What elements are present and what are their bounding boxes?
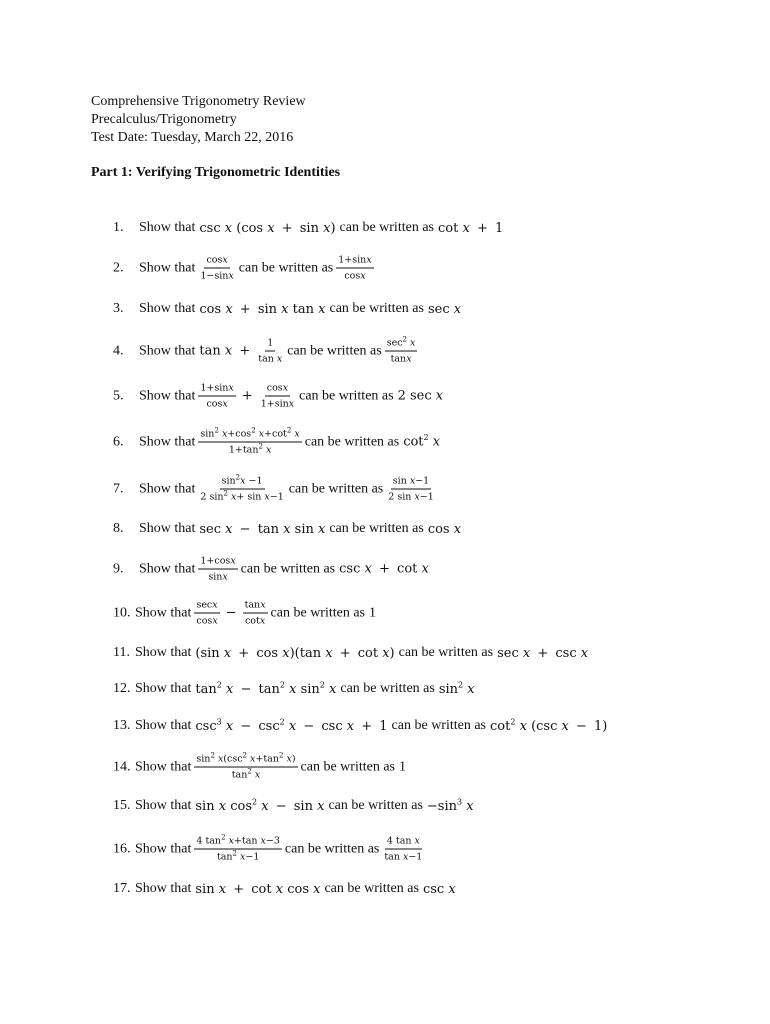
result: $\cot^2 x$ [403,433,441,450]
result: 1 [369,605,377,620]
expression: tan x + [199,343,251,359]
expression: sec x − tan x sin x [199,521,326,537]
expression: $\csc^3 x - \csc^2 x - \csc x + 1$ [195,717,388,734]
expression: $\sin^2 x(\csc^2$ $x+\tan^2$ x) $\tan^2 x$ [196,751,296,781]
expression: sin x $\cos^2 x - \sin x$ [195,797,325,814]
result: csc x + cot x [339,561,429,577]
expression: cos x + sin x tan x [199,301,326,317]
result: sec x [427,301,462,317]
result: $-\sin^3$ x [426,797,474,814]
result: csc x [422,881,456,897]
result: $\cot^2 x$ (csc x − 1) [490,717,608,734]
expression: 1+cosx sinx [200,555,236,583]
header-course-title: Comprehensive Trigonometry Review [91,94,306,109]
result: 1+sinx cosx [338,254,372,282]
expression: 1+sinx cosx [200,382,234,410]
expression: cosx 1−sinx [200,254,234,282]
expression: $\sin^2x -1$ 2 $\sin^2 x+ \sin x-1$ [200,473,284,503]
expression: csc x (cos x + sin x) [199,220,336,236]
result: cot x + 1 [437,220,504,236]
result: sin x−1 2 sin x−1 [388,475,434,503]
header-test-date: Test Date: Tuesday, March 22, 2016 [91,130,294,145]
result: sec x + csc x [497,645,589,661]
result: $\sec^2 x$ tanx [386,335,416,365]
result: 1 [399,759,406,774]
expression: 4 $\tan^2 x+\tan$ x−3 $\tan^2 x-1$ [196,833,280,863]
part-title: Part 1: Verifying Trigonometric Identities [91,165,341,180]
expression: (sin x + cos x)(tan x + cot x) [195,645,395,661]
expression: secx cosx [196,599,218,627]
result: 4 tan x tan x−1 [384,835,423,863]
expression: sin x + cot x cos x [195,881,321,897]
result: $\sin^2 x$ [438,680,475,697]
result: cos x [427,521,462,537]
header-subject: Precalculus/Trigonometry [91,112,237,127]
result: 2 sec x [397,388,444,404]
expression: $\tan^2 x - \tan^2 x$ $\sin^2 x$ [195,680,337,697]
expression: $\sin^2 x+\cos^2$ $x+\cot^2$ x $1+\tan^2$ x [200,426,300,456]
